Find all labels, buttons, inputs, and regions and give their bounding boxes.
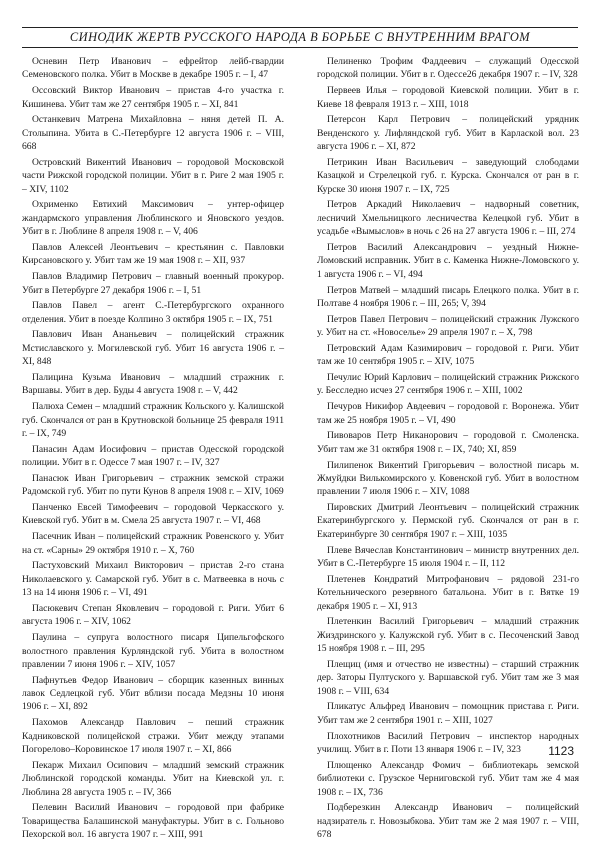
- list-item: Павлов Владимир Петрович – главный военный прокурор. Убит в Петербурге 27 декабря 1906 г. – I, 51: [22, 271, 284, 296]
- list-item: Петровский Адам Казимирович – городовой г. Риги. Убит там же 10 сентября 1905 г. – XIV, 1075: [317, 342, 579, 368]
- header-rule-bottom: [22, 47, 578, 48]
- list-item: Панасюк Иван Григорьевич – стражник земской стражи Радомской губ. Убит по пути Кунов 8 апреля 1908 г. – XIV, 1069: [22, 472, 284, 498]
- list-item: Паулина – супруга волостного писаря Ципельгофского волостного правления Курляндской губ. Убита в волостном правлении 7 июня 1906 г. – XIV, 1057: [22, 632, 284, 670]
- list-item: Осневин Петр Иванович – ефрейтор лейб-гвардии Семеновского полка. Убит в Москве в декабре 1905 г. – I, 47: [22, 56, 284, 81]
- list-item: Пликатус Альфред Иванович – помощник пристава г. Риги. Убит там же 2 сентября 1901 г. – XIII, 1027: [317, 701, 579, 726]
- list-item: Павлов Павел – агент С.-Петербургского охранного отделения. Убит в поезде Колпино 3 октября 1905 г. – IX, 751: [22, 300, 284, 325]
- list-item: Петров Матвей – младший писарь Елецкого полка. Убит в г. Полтаве 4 ноября 1906 г. – III, 265; V, 394: [317, 284, 579, 309]
- list-item: Пелиненко Трофим Фаддеевич – служащий Одесской городской полиции. Убит в г. Одессе26 декабря 1907 г. – IV, 328: [317, 56, 579, 81]
- list-item: Павлов Алексей Леонтьевич – крестьянин с. Павловки Кирсановского у. Убит там же 19 мая 1908 г. – XII, 937: [22, 242, 284, 267]
- list-item: Пасечник Иван – полицейский стражник Ровенского у. Убит на ст. «Сарны» 29 октября 1910 г. – X, 760: [22, 531, 284, 556]
- list-item: Плетенев Кондратий Митрофанович – рядовой 231-го Котельнического резервного батальона. Убит в г. Вятке 19 декабря 1905 г. – XI, 913: [317, 573, 579, 612]
- list-item: Островский Викентий Иванович – городовой Московской части Рижской городской полиции. Убит в г. Риге 2 мая 1905 г. – XIV, 1102: [22, 156, 284, 195]
- list-item: Петров Аркадий Николаевич – надворный советник, лесничий Хмельницкого лесничества Келецкой губ. Убит в усадьбе «Вымыслов» в ночь с 26 на 27 августа 1906 г. – III, 274: [317, 199, 579, 238]
- list-item: Пекарж Михаил Осипович – младший земский стражник Люблинской городской команды. Убит на Киевской ул. г. Люблина 28 августа 1905 г. – IV, 366: [22, 759, 284, 798]
- list-item: Первеев Илья – городовой Киевской полиции. Убит в г. Киеве 18 февраля 1913 г. – XIII, 1018: [317, 85, 579, 110]
- list-item: Охрименко Евтихий Максимович – унтер-офицер жандармского управления Люблинского и Яновского уездов. Убит в г. Люблине 8 апреля 1908 г. – V, 406: [22, 199, 284, 238]
- list-item: Панченко Евсей Тимофеевич – городовой Черкасского у. Киевской губ. Убит в м. Смела 25 августа 1907 г. – VI, 468: [22, 502, 284, 527]
- list-item: Оссовский Виктор Иванович – пристав 4-го участка г. Кишинева. Убит там же 27 сентября 1905 г. – XI, 841: [22, 85, 284, 110]
- list-item: Останкевич Матрена Михайловна – няня детей П. А. Столыпина. Убита в С.-Петербурге 12 августа 1906 г. – VIII, 668: [22, 114, 284, 153]
- list-item: Панасин Адам Иосифович – пристав Одесской городской полиции. Убит в г. Одессе 7 мая 1907 г. – IV, 327: [22, 443, 284, 469]
- list-item: Плохотников Василий Петрович – инспектор народных училищ. Убит в г. Поти 13 января 1906 г. – IV, 323: [317, 730, 579, 756]
- list-item: Плющенко Александр Фомич – библиотекарь земской библиотеки с. Грузское Черниговской губ. Убит там же 4 мая 1908 г. – IX, 736: [317, 759, 579, 798]
- list-item: Подберезкин Александр Иванович – полицейский надзиратель г. Новозыбкова. Убит там же 2 мая 1907 г. – VIII, 678: [317, 802, 579, 841]
- list-item: Пилипенок Викентий Григорьевич – волостной писарь м. Жмуйдки Вилькомирского у. Ковенской губ. Убит в волостном правлении 7 июля 1906 г. – XIV, 1088: [317, 459, 579, 498]
- list-item: Петерсон Карл Петрович – полицейский урядник Венденского у. Лифляндской губ. Убит в Карлаской вол. 23 августа 1906 г. – XI, 872: [317, 114, 579, 153]
- list-item: Печуров Никифор Авдеевич – городовой г. Воронежа. Убит там же 25 ноября 1905 г. – VI, 490: [317, 401, 579, 426]
- list-item: Петрикин Иван Васильевич – заведующий слободами Казацкой и Стрелецкой губ. г. Курска. Скончался от ран в г. Курске 30 июня 1907 г. – IX, 725: [317, 156, 579, 195]
- list-item: Пахомов Александр Павлович – пеший стражник Кадниковской полицейской стражи. Убит между этапами Погорелово–Коровинское 17 июля 1907 г. – XI, 866: [22, 717, 284, 756]
- list-item: Пелевин Василий Иванович – городовой при фабрике Товарищества Балашинской мануфактуры. Убит в с. Гольново Пехорской вол. 16 августа 1907 г. – XIII, 991: [22, 802, 284, 841]
- list-item: Пировских Дмитрий Леонтьевич – полицейский стражник Екатеринбургского у. Пермской губ. Скончался от ран в г. Екатеринбурге 30 сентября 1907 г. – XIII, 1035: [317, 502, 579, 540]
- list-item: Пасюкевич Степан Яковлевич – городовой г. Риги. Убит 6 августа 1906 г. – XIV, 1062: [22, 602, 284, 628]
- page-number: 1123: [548, 744, 574, 758]
- list-item: Палицина Кузьма Иванович – младший стражник г. Варшавы. Убит в дер. Буды 4 августа 1908 г. – V, 442: [22, 372, 284, 397]
- list-item: Павлович Иван Ананьевич – полицейский стражник Мстиславского у. Могилевской губ. Убит 16 августа 1906 г. – XI, 848: [22, 329, 284, 368]
- right-column: [317, 55, 579, 844]
- list-item: Плеве Вячеслав Константинович – министр внутренних дел. Убит в С.-Петербурге 15 июля 1904 г. – II, 112: [317, 544, 579, 570]
- header-rule-top: [22, 27, 578, 28]
- list-item: Палюха Семен – младший стражник Кольского у. Калишской губ. Скончался от ран в Крутновской больнице 25 февраля 1911 г. – IX, 749: [22, 401, 284, 439]
- list-item: Плетенкин Василий Григорьевич – младший стражник Жиздринского у. Калужской губ. Убит в с. Песоченский Завод 15 ноября 1908 г. – III, 295: [317, 616, 579, 655]
- running-header: СИНОДИК ЖЕРТВ РУССКОГО НАРОДА В БОРЬБЕ С ВНУТРЕННИМ ВРАГОМ: [69, 30, 531, 44]
- list-item: Петров Василий Александрович – уездный Нижне-Ломовский исправник. Убит в с. Каменка Нижне-Ломовского у. 1 августа 1906 г. – VI, 494: [317, 242, 579, 280]
- list-item: Петров Павел Петрович – полицейский стражник Лужского у. Убит на ст. «Новоселье» 29 апреля 1907 г. – X, 798: [317, 313, 579, 339]
- left-column: [22, 55, 284, 844]
- list-item: Пастуховский Михаил Викторович – пристав 2-го стана Николаевского у. Самарской губ. Убит в с. Матвеевка в ночь с 13 на 14 июня 1906 г. – VI, 491: [22, 560, 284, 599]
- list-item: Пафнутьев Федор Иванович – сборщик казенных винных лавок Седлецкой губ. Убит вблизи посада Медзны 10 июня 1906 г. – XI, 892: [22, 674, 284, 713]
- list-item: Пивоваров Петр Никанорович – городовой г. Смоленска. Убит там же 31 октября 1908 г. – IX, 740; XI, 859: [317, 430, 579, 455]
- list-item: Печулис Юрий Карлович – полицейский стражник Рижского у. Бесследно исчез 27 сентября 1906 г. – XIII, 1002: [317, 372, 579, 397]
- list-item: Плещиц (имя и отчество не известны) – старший стражник дер. Заторы Пултуского у. Варшавской губ. Убит там же 3 мая 1908 г. – VIII, 634: [317, 658, 579, 697]
